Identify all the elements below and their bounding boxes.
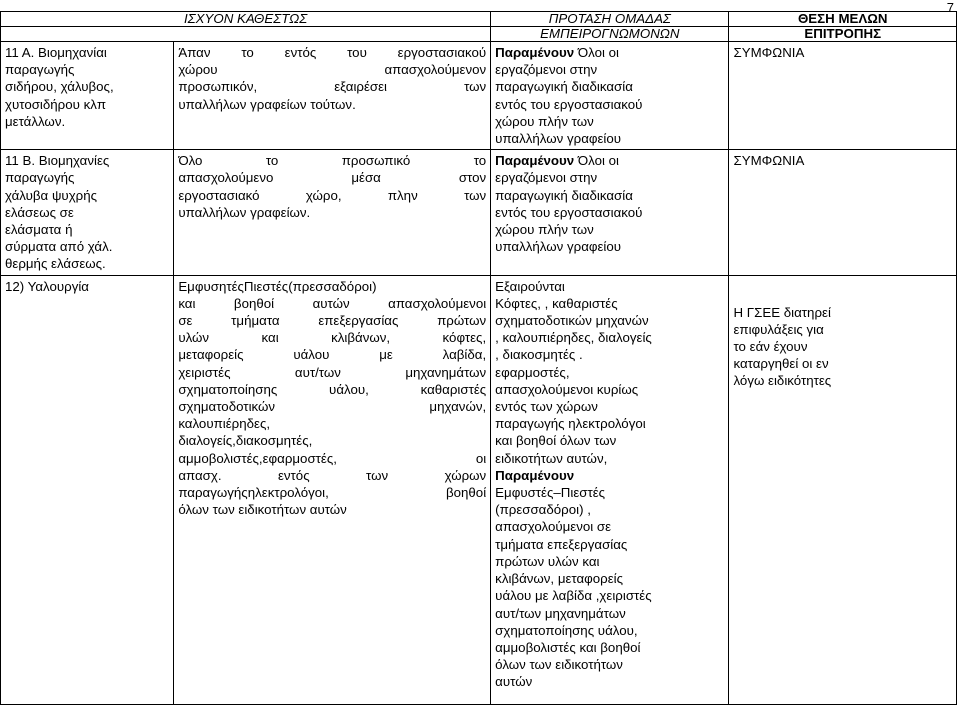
current-line: σχηματοποίησης υάλου, καθαριστές: [178, 381, 487, 397]
current-line: όλων των ειδικοτήτων αυτών: [178, 502, 347, 518]
current-line: χώρου απασχολούμενον: [178, 62, 487, 78]
current-line: σχηματοδοτικών μηχανών,: [178, 399, 487, 415]
proposal-line: απασχολούμενοι κυρίως: [495, 381, 639, 397]
header-position-bottom: ΕΠΙΤΡΟΠΗΣ: [729, 27, 957, 42]
header-current-regime: ΙΣΧΥΟΝ ΚΑΘΕΣΤΩΣ: [1, 12, 491, 27]
position-line: Η ΓΣΕΕ διατηρεί: [733, 304, 831, 320]
proposal-line: αμμοβολιστές και βοηθοί: [495, 639, 641, 655]
proposal-line: και βοηθοί όλων των: [495, 433, 617, 449]
position-line: το εάν έχουν: [733, 339, 808, 355]
proposal-line: υπαλλήλων γραφείου: [495, 239, 622, 255]
header-position-top: ΘΕΣΗ ΜΕΛΩΝ: [729, 12, 957, 27]
proposal-line: Όλοι οι: [577, 153, 619, 169]
current-line: και βοηθοί αυτών απασχολούμενοι: [178, 295, 487, 311]
proposal-cell: [491, 275, 729, 704]
proposal-line: Εξαιρούνται: [495, 278, 565, 294]
position-line: λόγω ειδικότητες: [733, 373, 832, 389]
position-cell: [729, 150, 957, 275]
proposal-line: παραγωγική διαδικασία: [495, 79, 633, 95]
remain-keyword: Παραμένουν: [495, 45, 575, 60]
sector-line: χάλυβα ψυχρής: [5, 187, 98, 203]
proposal-line: Κόφτες, , καθαριστές: [495, 295, 618, 311]
current-line: εργοστασιακό χώρο, πλην των: [178, 187, 487, 203]
sector-line: σιδήρου, χάλυβος,: [5, 79, 114, 95]
proposal-line: χώρου πλήν των: [495, 222, 594, 238]
proposal-line: αυτών: [495, 674, 533, 690]
table-row: [1, 275, 957, 704]
current-line: ΕμφυσητέςΠιεστές(πρεσσαδόροι): [178, 278, 377, 294]
current-line: σε τμήματα επεξεργασίας πρώτων: [178, 313, 487, 329]
sector-line: θερμής ελάσεως.: [5, 256, 106, 272]
proposal-line: όλων των ειδικοτήτων: [495, 657, 623, 673]
sector-line: χυτοσιδήρου κλπ: [5, 96, 107, 112]
proposal-line: σχηματοδοτικών μηχανών: [495, 313, 649, 329]
sector-cell: [1, 275, 174, 704]
current-line: μεταφορείς υάλου με λαβίδα,: [178, 347, 487, 363]
current-line: διαλογείς,διακοσμητές,: [178, 433, 313, 449]
header-proposal-bottom: ΕΜΠΕΙΡΟΓΝΩΜΟΝΩΝ: [491, 27, 729, 42]
current-line: Άπαν το εντός του εργοστασιακού: [178, 45, 487, 60]
header-proposal-top: ΠΡΟΤΑΣΗ ΟΜΑΔΑΣ: [491, 12, 729, 27]
proposal-line: απασχολούμενοι σε: [495, 519, 612, 535]
proposal-line: εφαρμοστές,: [495, 364, 570, 380]
proposal-line: πρώτων υλών και: [495, 553, 600, 569]
proposal-line: ειδικοτήτων αυτών,: [495, 450, 608, 466]
proposal-line: Όλοι οι: [577, 45, 619, 60]
current-line: υπαλλήλων γραφείων.: [178, 204, 311, 220]
remain-keyword: Παραμένουν: [495, 153, 575, 169]
proposal-line: χώρου πλήν των: [495, 113, 594, 129]
position-line: ΣΥΜΦΩΝΙΑ: [733, 45, 805, 60]
current-regime-cell: [174, 42, 491, 150]
position-line: ΣΥΜΦΩΝΙΑ: [733, 153, 805, 169]
header-blank-left: [1, 27, 491, 42]
current-regime-cell: [174, 275, 491, 704]
sector-line: μετάλλων.: [5, 113, 66, 129]
proposal-line: τμήματα επεξεργασίας: [495, 536, 628, 552]
current-line: προσωπικόν, εξαιρέσει των: [178, 79, 487, 95]
current-line: υπαλλήλων γραφείων τούτων.: [178, 96, 356, 112]
page-number: 7: [946, 0, 954, 15]
proposal-line: εργαζόμενοι στην: [495, 62, 598, 78]
proposal-line: εντός του εργοστασιακού: [495, 96, 643, 112]
position-line: καταργηθεί οι εν: [733, 356, 829, 372]
sector-cell: [1, 42, 174, 150]
position-cell: [729, 42, 957, 150]
proposal-line: εργαζόμενοι στην: [495, 170, 598, 186]
table-row: [1, 42, 957, 150]
proposal-line: , καλουπιέρηδες, διαλογείς: [495, 330, 652, 346]
sector-line: 11 Β. Βιομηχανίες: [5, 153, 110, 169]
sector-line: ελάσεως σε: [5, 204, 74, 220]
current-line: απασχολούμενο μέσα στον: [178, 170, 487, 186]
current-regime-cell: [174, 150, 491, 275]
proposal-line: , διακοσμητές .: [495, 347, 583, 363]
proposal-line: παραγωγής ηλεκτρολόγοι: [495, 416, 646, 432]
header-row-2: [1, 27, 957, 42]
sector-line: 12) Υαλουργία: [5, 278, 89, 294]
sector-cell: [1, 150, 174, 275]
proposal-cell: [491, 42, 729, 150]
proposal-line: εντός του εργοστασιακού: [495, 204, 643, 220]
current-line: παραγωγήςηλεκτρολόγοι, βοηθοί: [178, 485, 487, 501]
current-line: Όλο το προσωπικό το: [178, 153, 487, 169]
proposal-line: (πρεσσαδόροι) ,: [495, 502, 591, 518]
proposal-cell: [491, 150, 729, 275]
current-line: χειριστές αυτ/των μηχανημάτων: [178, 364, 487, 380]
proposal-line: αυτ/των μηχανημάτων: [495, 605, 626, 621]
proposal-line: εντός των χώρων: [495, 399, 598, 415]
sector-line: 11 Α. Βιομηχανίαι: [5, 45, 107, 60]
current-line: απασχ. εντός των χώρων: [178, 467, 487, 483]
proposal-line: κλιβάνων, μεταφορείς: [495, 571, 624, 587]
current-line: καλουπιέρηδες,: [178, 416, 271, 432]
proposal-line: σχηματοποίησης υάλου,: [495, 622, 638, 638]
sector-line: σύρματα από χάλ.: [5, 239, 113, 255]
sector-line: ελάσματα ή: [5, 222, 73, 238]
position-cell: [729, 275, 957, 704]
current-line: υλών και κλιβάνων, κόφτες,: [178, 330, 487, 346]
sector-line: παραγωγής: [5, 62, 75, 78]
header-row: [1, 12, 957, 27]
proposal-line: Εμφυστές–Πιεστές: [495, 485, 606, 501]
remain-keyword: Παραμένουν: [495, 467, 575, 483]
sector-line: παραγωγής: [5, 170, 75, 186]
proposal-line: παραγωγική διαδικασία: [495, 187, 633, 203]
current-line: αμμοβολιστές,εφαρμοστές, οι: [178, 450, 487, 466]
table-row: [1, 150, 957, 275]
proposal-line: υπαλλήλων γραφείου: [495, 131, 622, 147]
position-line: επιφυλάξεις για: [733, 321, 824, 337]
proposal-line: υάλου με λαβίδα ,χειριστές: [495, 588, 652, 604]
regulation-table: [0, 11, 957, 705]
